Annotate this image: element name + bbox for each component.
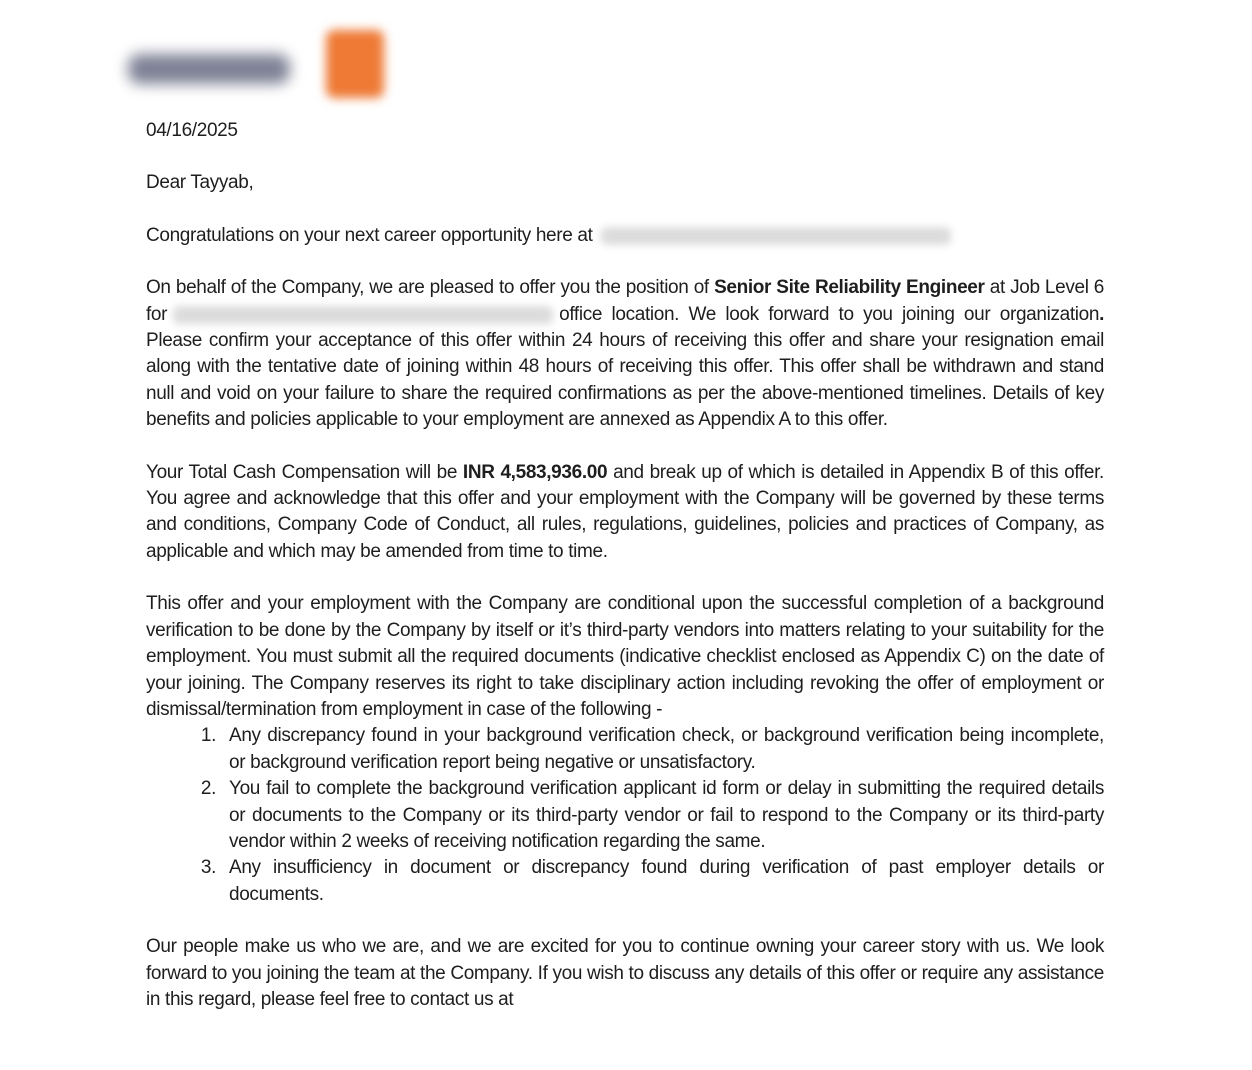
redacted-company-name bbox=[601, 227, 951, 245]
congrats-line bbox=[146, 223, 1104, 249]
compensation-text-1: Your Total Cash Compensation will be bbox=[146, 461, 463, 483]
verification-paragraph: This offer and your employment with the Company are conditional upon the successful completion of a background verification to be done by the Company by itself or it’s third-party vendors into matters relating to your suitability for the employment. You must submit all the required documents (indicative checklist enclosed as Appendix C) on the date of your joining. The Company reserves its right to take disciplinary action including revoking the offer of employment or dismissal/termination from employment in case of the following - bbox=[146, 593, 1104, 720]
compensation-paragraph bbox=[146, 460, 1104, 566]
compensation-amount: INR 4,583,936.00 bbox=[462, 461, 608, 483]
condition-item: 1. Any discrepancy found in your background verification check, or background verification being incomplete, or background verification report being negative or unsatisfactory. bbox=[221, 723, 1104, 776]
redacted-logo-text bbox=[128, 54, 290, 84]
offer-text-1: On behalf of the Company, we are pleased to offer you the position of bbox=[146, 277, 715, 299]
offer-paragraph bbox=[146, 275, 1104, 433]
position-title: Senior Site Reliability Engineer bbox=[714, 277, 985, 299]
redacted-logo-mark bbox=[326, 30, 384, 98]
conditions-list bbox=[146, 723, 1104, 908]
redacted-office-location bbox=[173, 306, 553, 324]
condition-item: 3. Any insufficiency in document or discrepancy found during verification of past employer details or documents. bbox=[221, 855, 1104, 908]
salutation: Dear Tayyab, bbox=[146, 172, 254, 194]
congrats-text: Congratulations on your next career opportunity here at bbox=[146, 224, 593, 246]
condition-item: 2. You fail to complete the background verification applicant id form or delay in submitting the required details or documents to the Company or its third-party vendor or fail to respond to the Company or its third-party vendor within 2 weeks of receiving notification regarding the same. bbox=[221, 776, 1104, 855]
letter-date: 04/16/2025 bbox=[146, 120, 238, 141]
company-logo bbox=[118, 28, 398, 98]
offer-text-4: Please confirm your acceptance of this offer within 24 hours of receiving this offer and share your resignation email along with the tentative date of joining within 48 hours of receiving this offer. This offer shall be withdrawn and stand null and void on your failure to share the required confirmations as per the above-mentioned timelines. Details of key benefits and policies applicable to your employment are annexed as Appendix A to this offer. bbox=[146, 330, 1104, 431]
offer-text-2: at Job Level 6 for bbox=[146, 277, 1105, 325]
offer-period: . bbox=[1099, 303, 1104, 325]
offer-letter bbox=[146, 118, 1104, 1013]
compensation-text-2: and break up of which is detailed in Appendix B of this offer. You agree and acknowledge that this offer and your employment with the Company will be governed by these terms and conditions, Company Code of Conduct, all rules, regulations, guidelines, policies and practices of Company, as applicable and which may be amended from time to time. bbox=[146, 461, 1104, 562]
closing-paragraph: Our people make us who we are, and we are excited for you to continue owning your career story with us. We look forward to you joining the team at the Company. If you wish to discuss any details of this offer or require any assistance in this regard, please feel free to contact us at bbox=[146, 936, 1104, 1010]
offer-text-3: office location. We look forward to you joining our organization bbox=[559, 303, 1100, 325]
